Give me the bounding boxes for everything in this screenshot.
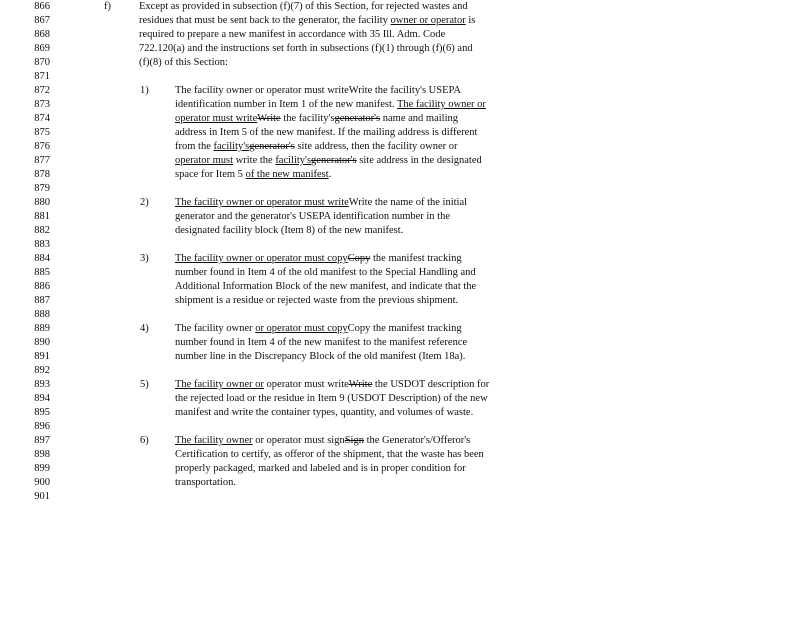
line-number: 875 — [34, 127, 50, 138]
item-line — [175, 252, 462, 266]
item-label: 2) — [140, 197, 149, 208]
text-run: number line in the Discrepancy Block of the old manifest (Item 18a). — [175, 351, 466, 362]
line-number: 890 — [34, 337, 50, 348]
item-label: 3) — [140, 253, 149, 264]
line-number: 894 — [34, 393, 50, 404]
text-run: generator and the generator's USEPA identification number in the — [175, 211, 451, 222]
text-run: the USDOT description for — [372, 379, 490, 390]
item-line — [175, 280, 476, 294]
text-run: designated facility block (Item 8) of the new manifest. — [175, 225, 404, 236]
item-line — [175, 406, 473, 420]
line-number: 889 — [34, 323, 50, 334]
item-label: 4) — [140, 323, 149, 334]
item-line — [175, 336, 467, 350]
inserted-text: The facility owner or operator must write — [175, 197, 349, 208]
line-number: 881 — [34, 211, 50, 222]
section-label: f) — [104, 1, 111, 12]
text-run: is — [465, 15, 476, 26]
inserted-text: The facility owner — [175, 435, 253, 446]
line-number: 867 — [34, 15, 50, 26]
item-label: 5) — [140, 379, 149, 390]
intro-line — [139, 28, 445, 42]
line-number: 892 — [34, 365, 50, 376]
line-number: 887 — [34, 295, 50, 306]
inserted-text: or operator must copy — [255, 323, 348, 334]
item-label: 6) — [140, 435, 149, 446]
inserted-text: The facility owner or — [175, 379, 264, 390]
deleted-text: Write — [348, 379, 373, 390]
text-run: site address in the designated — [356, 155, 482, 166]
inserted-text: operator must — [175, 155, 234, 166]
line-number: 869 — [34, 43, 50, 54]
text-run: number found in Item 4 of the old manifest to the Special Handling and — [175, 267, 476, 278]
text-run: Write the facility's USEPA — [348, 85, 461, 96]
text-run: 722.120(a) and the instructions set forth in subsections (f)(1) through (f)(6) and — [139, 43, 473, 54]
item-line — [175, 476, 236, 490]
item-line — [175, 168, 331, 182]
item-line — [175, 462, 466, 476]
text-run: The facility owner — [175, 323, 256, 334]
text-run: manifest and write the container types, quantity, and volumes of waste. — [175, 407, 474, 418]
item-line — [175, 154, 482, 168]
item-line — [175, 84, 461, 98]
inserted-text: The facility owner or — [397, 99, 486, 110]
item-line — [175, 98, 486, 112]
inserted-text: facility's — [213, 141, 250, 152]
line-number: 884 — [34, 253, 50, 264]
item-line — [175, 112, 458, 126]
inserted-text: of the new manifest — [245, 169, 329, 180]
text-run: space for Item 5 — [175, 169, 246, 180]
intro-line — [139, 56, 228, 70]
deleted-text: generator's — [249, 141, 295, 152]
text-run: residues that must be sent back to the generator, the facility — [139, 15, 391, 26]
line-number: 874 — [34, 113, 50, 124]
item-line — [175, 266, 476, 280]
line-number: 883 — [34, 239, 50, 250]
text-run: shipment is a residue or rejected waste from the previous shipment. — [175, 295, 459, 306]
item-line — [175, 350, 465, 364]
line-number: 888 — [34, 309, 50, 320]
inserted-text: operator must write — [175, 113, 258, 124]
text-run: Except as provided in subsection (f)(7) of this Section, for rejected wastes and — [139, 1, 468, 12]
line-number: 886 — [34, 281, 50, 292]
line-number: 866 — [34, 1, 50, 12]
line-number: 880 — [34, 197, 50, 208]
line-number: 899 — [34, 463, 50, 474]
text-run: Additional Information Block of the new manifest, and indicate that the — [175, 281, 477, 292]
item-line — [175, 126, 477, 140]
line-number: 893 — [34, 379, 50, 390]
item-label: 1) — [140, 85, 149, 96]
inserted-text: The facility owner or operator must copy — [175, 253, 348, 264]
deleted-text: Write — [257, 113, 281, 124]
text-run: Copy the manifest tracking — [347, 323, 462, 334]
line-number: 891 — [34, 351, 50, 362]
line-number: 870 — [34, 57, 50, 68]
line-number: 882 — [34, 225, 50, 236]
item-line — [175, 322, 462, 336]
text-run: transportation. — [175, 477, 236, 488]
item-line — [175, 210, 450, 224]
item-line — [175, 392, 488, 406]
text-run: Certification to certify, as offeror of the shipment, that the waste has been — [175, 449, 484, 460]
item-line — [175, 294, 458, 308]
text-run: the Generator's/Offeror's — [363, 435, 471, 446]
deleted-text: Copy — [347, 253, 371, 264]
line-number: 898 — [34, 449, 50, 460]
text-run: identification number in Item 1 of the new manifest. — [175, 99, 397, 110]
item-line — [175, 140, 458, 154]
line-number: 872 — [34, 85, 50, 96]
line-number: 901 — [34, 491, 50, 502]
text-run: the rejected load or the residue in Item 9 (USDOT Description) of the new — [175, 393, 488, 404]
text-run: operator must write — [263, 379, 349, 390]
line-number: 878 — [34, 169, 50, 180]
inserted-text: facility's — [275, 155, 312, 166]
text-run: from the — [175, 141, 214, 152]
line-number: 897 — [34, 435, 50, 446]
text-run: required to prepare a new manifest in accordance with 35 Ill. Adm. Code — [139, 29, 446, 40]
text-run: (f)(8) of this Section: — [139, 57, 228, 68]
line-number: 868 — [34, 29, 50, 40]
text-run: write the — [233, 155, 276, 166]
text-run: . — [328, 169, 332, 180]
item-line — [175, 378, 489, 392]
deleted-text: Sign — [344, 435, 364, 446]
line-number: 871 — [34, 71, 50, 82]
inserted-text: owner or operator — [390, 15, 466, 26]
item-line — [175, 448, 484, 462]
text-run: or operator must sign — [252, 435, 345, 446]
item-line — [175, 196, 467, 210]
intro-line — [139, 42, 473, 56]
intro-line — [139, 0, 468, 14]
text-run: The facility owner or operator must write — [175, 85, 349, 96]
line-number: 900 — [34, 477, 50, 488]
line-number: 895 — [34, 407, 50, 418]
deleted-text: generator's — [334, 113, 381, 124]
text-run: the manifest tracking — [370, 253, 462, 264]
text-run: number found in Item 4 of the new manifest to the manifest reference — [175, 337, 468, 348]
line-number: 885 — [34, 267, 50, 278]
text-run: Write the name of the initial — [348, 197, 468, 208]
text-run: address in Item 5 of the new manifest. If the mailing address is different — [175, 127, 478, 138]
line-number: 877 — [34, 155, 50, 166]
text-run: properly packaged, marked and labeled and is in proper condition for — [175, 463, 466, 474]
line-number: 896 — [34, 421, 50, 432]
item-line — [175, 224, 403, 238]
deleted-text: generator's — [311, 155, 357, 166]
line-number: 876 — [34, 141, 50, 152]
intro-line — [139, 14, 475, 28]
line-number: 879 — [34, 183, 50, 194]
text-run: site address, then the facility owner or — [294, 141, 458, 152]
item-line — [175, 434, 470, 448]
text-run: name and mailing — [380, 113, 458, 124]
line-number: 873 — [34, 99, 50, 110]
text-run: the facility's — [280, 113, 335, 124]
